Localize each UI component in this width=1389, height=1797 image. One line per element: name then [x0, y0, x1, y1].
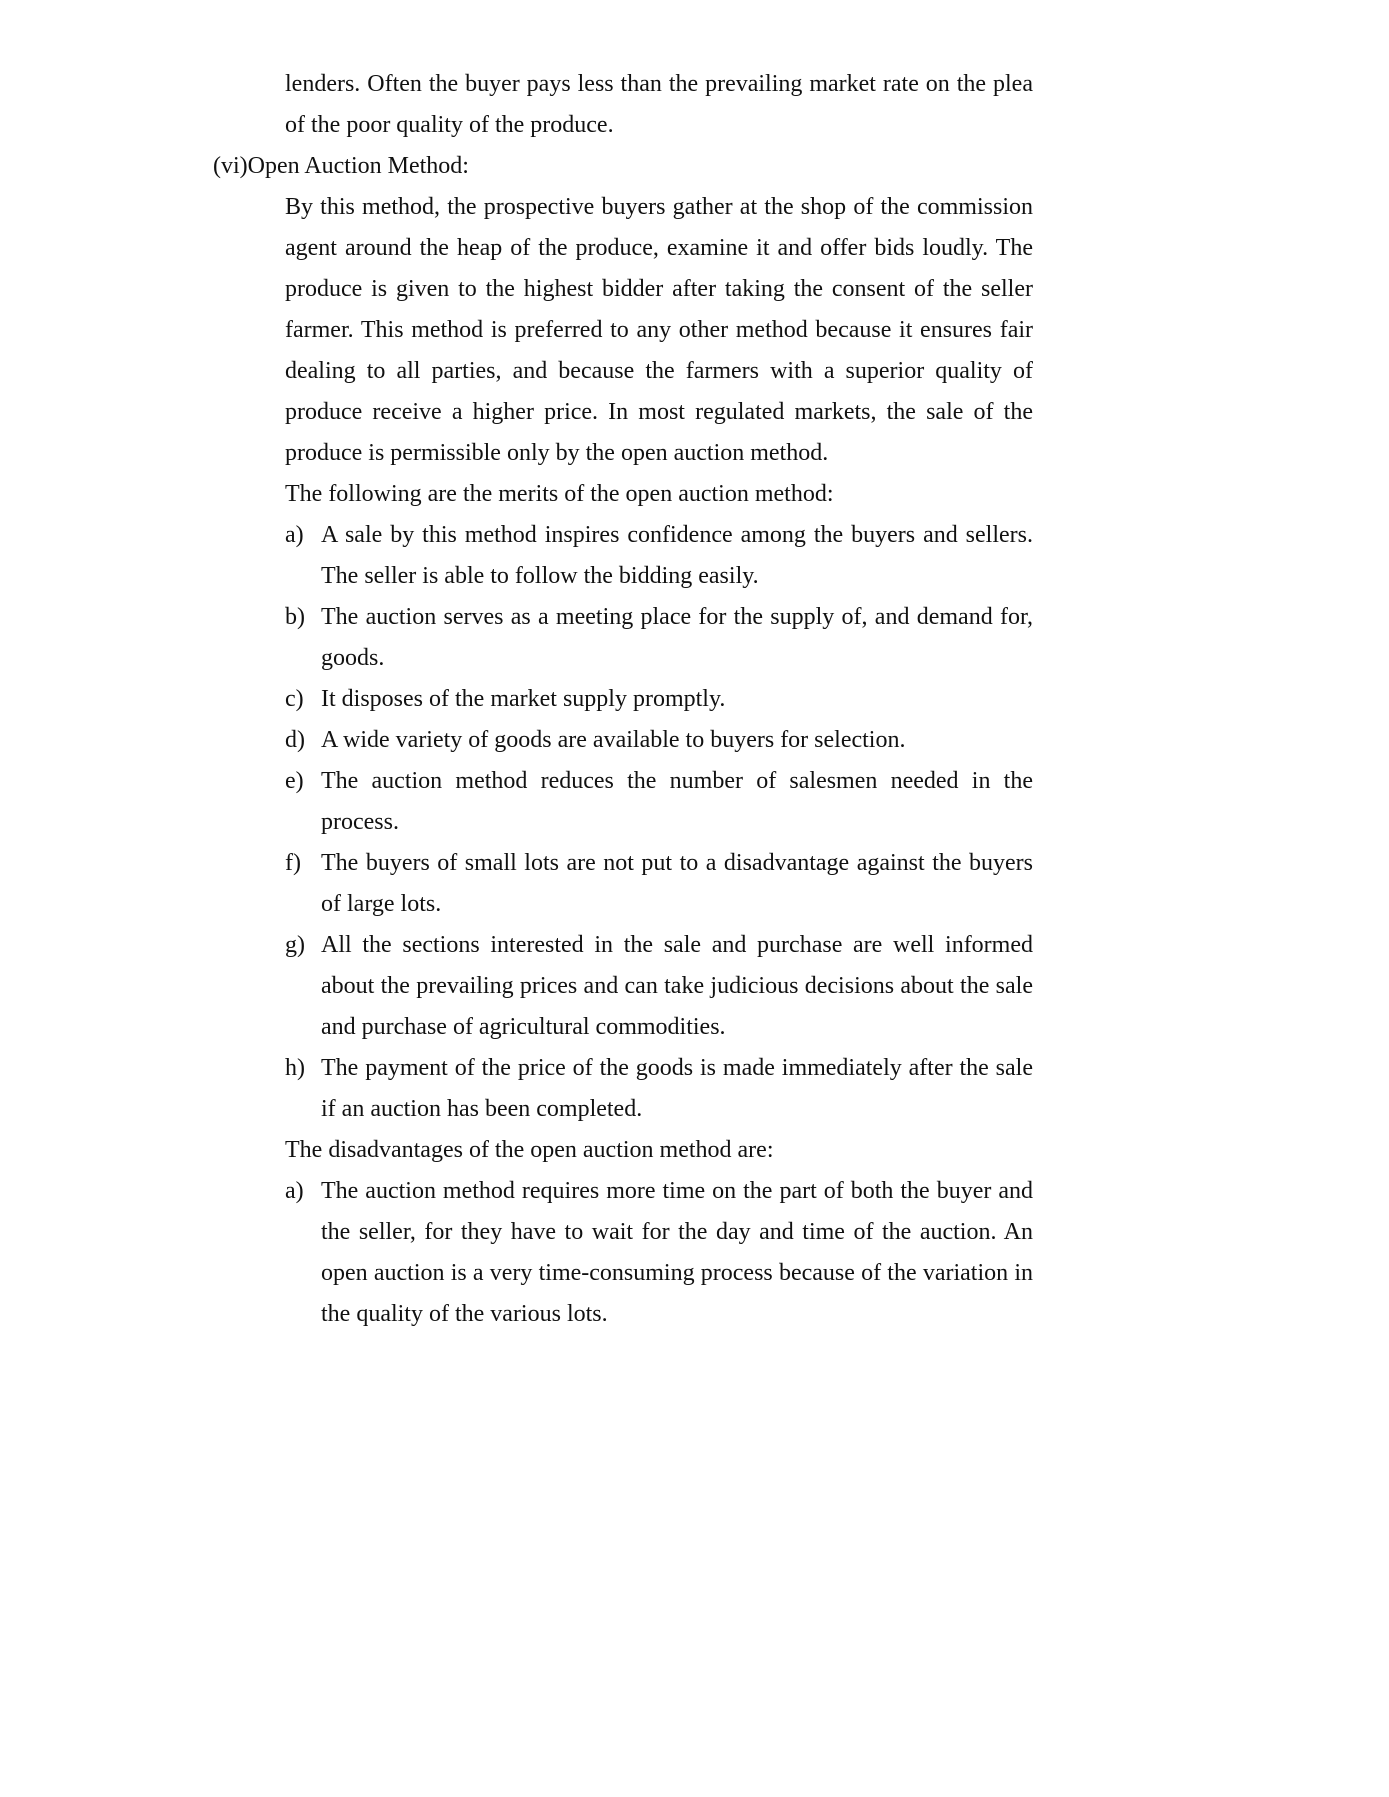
list-label: g) — [285, 932, 305, 958]
disadvantages-intro: The disadvantages of the open auction method are: — [285, 1137, 774, 1163]
merit-item-g — [285, 925, 1033, 1048]
list-label: b) — [285, 604, 305, 630]
list-text: The auction method requires more time on the part of both the buyer and the seller, for they have to wait for the day and time of the auction. An open auction is a very time-consuming process because of the variation in the quality of the various lots. — [321, 1178, 1033, 1327]
list-text: The payment of the price of the goods is made immediately after the sale if an auction has been completed. — [321, 1055, 1033, 1122]
merit-item-f — [285, 843, 1033, 925]
continuation-text: lenders. Often the buyer pays less than the prevailing market rate on the plea of the poor quality of the produce. — [285, 71, 1033, 138]
list-text: All the sections interested in the sale and purchase are well informed about the prevailing prices and can take judicious decisions about the sale and purchase of agricultural commodities. — [321, 932, 1033, 1040]
continuation-paragraph — [285, 64, 1033, 146]
merit-item-c — [285, 679, 1033, 720]
list-text: The buyers of small lots are not put to a disadvantage against the buyers of large lots. — [321, 850, 1033, 917]
section-body — [285, 187, 1033, 1335]
merit-item-d — [285, 720, 1033, 761]
merit-item-b — [285, 597, 1033, 679]
merit-item-a — [285, 515, 1033, 597]
list-text: The auction serves as a meeting place for the supply of, and demand for, goods. — [321, 604, 1033, 671]
merits-intro: The following are the merits of the open auction method: — [285, 481, 834, 507]
list-label: a) — [285, 1178, 304, 1204]
list-label: f) — [285, 850, 301, 876]
section-heading: (vi)Open Auction Method: — [213, 153, 469, 179]
list-label: h) — [285, 1055, 305, 1081]
merit-item-e — [285, 761, 1033, 843]
list-text: A wide variety of goods are available to buyers for selection. — [321, 727, 906, 753]
disadvantage-item-a — [285, 1171, 1033, 1335]
intro-paragraph: By this method, the prospective buyers gather at the shop of the commission agent around the heap of the produce, examine it and offer bids loudly. The produce is given to the highest bidder after taking the consent of the seller farmer. This method is preferred to any other method because it ensures fair dealing to all parties, and because the farmers with a superior quality of produce receive a higher price. In most regulated markets, the sale of the produce is permissible only by the open auction method. — [285, 194, 1033, 466]
list-label: a) — [285, 522, 304, 548]
merit-item-h — [285, 1048, 1033, 1130]
list-label: c) — [285, 686, 304, 712]
merits-list — [285, 515, 1033, 1130]
list-text: A sale by this method inspires confidence among the buyers and sellers. The seller is able to follow the bidding easily. — [321, 522, 1033, 589]
list-text: It disposes of the market supply promptly. — [321, 686, 726, 712]
disadvantages-list — [285, 1171, 1033, 1335]
list-label: d) — [285, 727, 305, 753]
list-label: e) — [285, 768, 304, 794]
list-text: The auction method reduces the number of salesmen needed in the process. — [321, 768, 1033, 835]
